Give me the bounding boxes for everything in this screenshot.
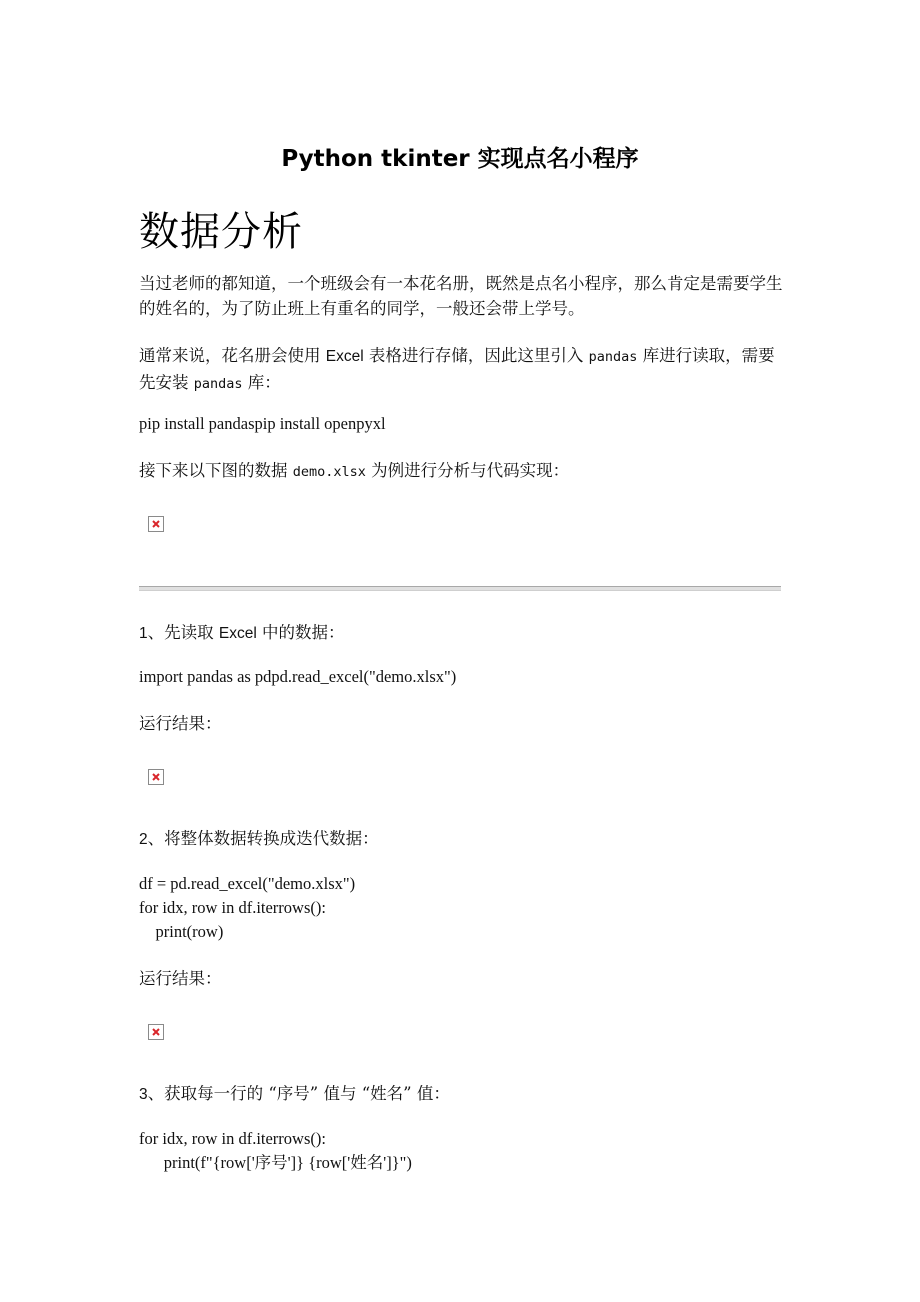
broken-image-icon [148,769,164,785]
excel-term: Excel [325,348,364,365]
broken-image-icon [148,1024,164,1040]
step-number: 1 [139,625,148,642]
install-intro-paragraph [139,343,783,397]
horizontal-divider [139,586,781,591]
result-label: 运行结果： [139,714,222,733]
step-1-heading [139,620,783,646]
pandas-term: pandas [193,376,243,392]
pandas-term: pandas [588,349,638,365]
code-block-read: import pandas as pdpd.read_excel("demo.xlsx") [139,667,457,686]
step-number: 2 [139,831,148,848]
text-segment: 、先读取 [147,623,219,642]
intro-paragraph: 当过老师的都知道，一个班级会有一本花名册，既然是点名小程序，那么肯定是需要学生的姓名的，为了防止班上有重名的同学，一般还会带上学号。 [139,274,783,318]
text-segment: 、将整体数据转换成迭代数据： [147,829,379,848]
filename-term: demo.xlsx [292,464,366,480]
text-segment: 、获取每一行的 “序号” 值与 “姓名” 值： [147,1084,450,1103]
step-3-heading [139,1081,783,1107]
data-intro-paragraph [139,458,783,485]
text-segment: 库： [242,373,281,392]
text-segment: 中的数据： [256,623,345,642]
document-title: Python tkinter 实现点名小程序 [281,146,639,172]
code-block-iterate: df = pd.read_excel("demo.xlsx") for idx, row in df.iterrows(): print(row) [139,874,356,941]
text-segment: 通常来说，花名册会使用 [139,346,326,365]
text-segment: 表格进行存储，因此这里引入 [363,346,589,365]
text-segment: 为例进行分析与代码实现： [365,461,570,480]
code-block-fields: for idx, row in df.iterrows(): print(f"{row['序号']} {row['姓名']}") [139,1129,412,1172]
section-heading: 数据分析 [139,209,303,255]
result-label: 运行结果： [139,969,222,988]
excel-term: Excel [218,625,257,642]
install-code-block: pip install pandaspip install openpyxl [139,414,386,433]
step-2-heading [139,826,783,852]
step-number: 3 [139,1086,148,1103]
text-segment: 接下来以下图的数据 [139,461,293,480]
text-segment: 库进行读取，需要先安装 [139,346,775,392]
broken-image-icon [148,516,164,532]
